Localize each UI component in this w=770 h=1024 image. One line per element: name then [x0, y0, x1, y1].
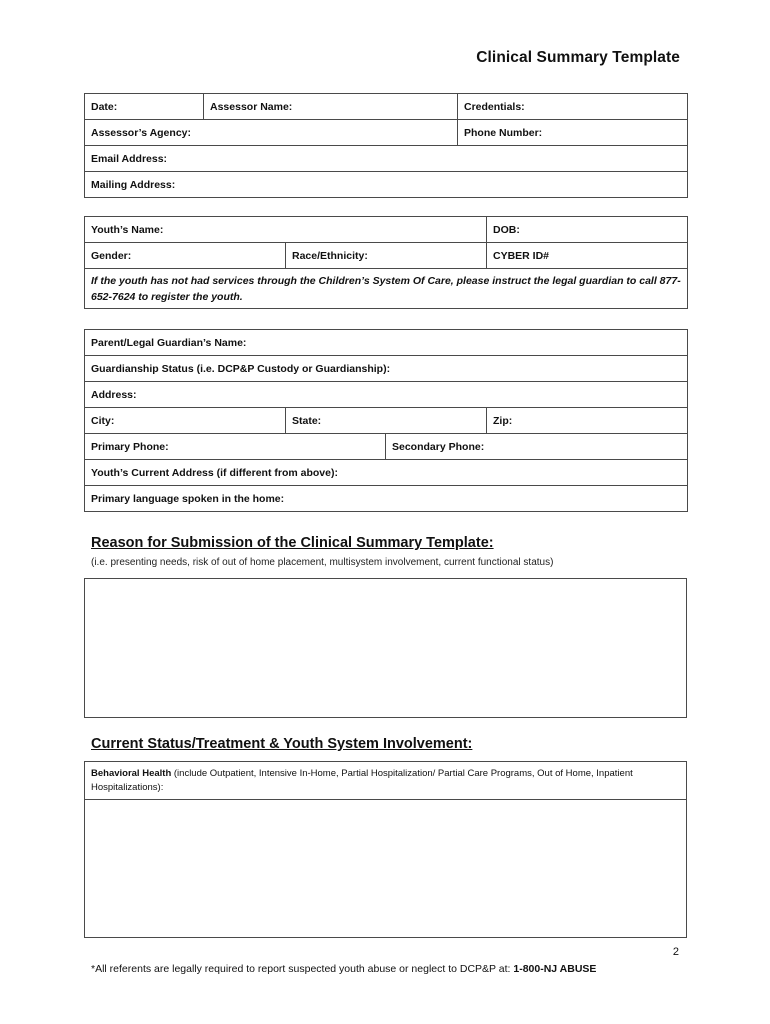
- behavioral-health-title: Behavioral Health: [91, 768, 172, 779]
- behavioral-health-detail: (include Outpatient, Intensive In-Home, Partial Hospitalization/ Partial Care Programs, Out of Home, Inpatient Hospitalizations):: [91, 768, 633, 793]
- registration-note: If the youth has not had services through the Children’s System Of Care, please instruct the legal guardian to call 877-652-7624 to register the youth.: [85, 269, 688, 309]
- zip-field[interactable]: Zip:: [487, 408, 688, 434]
- city-field[interactable]: City:: [85, 408, 286, 434]
- behavioral-health-label: [84, 761, 687, 800]
- footer-note: [91, 963, 596, 975]
- reason-textbox[interactable]: [84, 578, 687, 718]
- youth-info-table: [84, 216, 688, 309]
- guardian-name-field[interactable]: Parent/Legal Guardian’s Name:: [85, 330, 688, 356]
- credentials-field[interactable]: Credentials:: [458, 94, 688, 120]
- mailing-address-field[interactable]: Mailing Address:: [85, 172, 688, 198]
- page-number: 2: [672, 946, 679, 958]
- assessor-name-field[interactable]: Assessor Name:: [204, 94, 458, 120]
- assessor-phone-field[interactable]: Phone Number:: [458, 120, 688, 146]
- cyber-id-field[interactable]: CYBER ID#: [487, 243, 688, 269]
- assessor-agency-field[interactable]: Assessor’s Agency:: [85, 120, 458, 146]
- race-ethnicity-field[interactable]: Race/Ethnicity:: [286, 243, 487, 269]
- primary-phone-field[interactable]: Primary Phone:: [85, 434, 386, 460]
- behavioral-health-textbox[interactable]: [84, 799, 687, 938]
- reason-subtext: (i.e. presenting needs, risk of out of home placement, multisystem involvement, current functional status): [91, 557, 554, 568]
- primary-language-field[interactable]: Primary language spoken in the home:: [85, 486, 688, 512]
- state-field[interactable]: State:: [286, 408, 487, 434]
- page-title: Clinical Summary Template: [476, 49, 680, 66]
- youth-current-address-field[interactable]: Youth’s Current Address (if different from above):: [85, 460, 688, 486]
- abuse-hotline: 1-800-NJ ABUSE: [513, 963, 597, 975]
- reason-heading: Reason for Submission of the Clinical Summary Template:: [91, 535, 494, 551]
- youth-name-field[interactable]: Youth’s Name:: [85, 217, 487, 243]
- email-address-field[interactable]: Email Address:: [85, 146, 688, 172]
- dob-field[interactable]: DOB:: [487, 217, 688, 243]
- guardianship-status-field[interactable]: Guardianship Status (i.e. DCP&P Custody or Guardianship):: [85, 356, 688, 382]
- secondary-phone-field[interactable]: Secondary Phone:: [386, 434, 688, 460]
- guardian-address-field[interactable]: Address:: [85, 382, 688, 408]
- guardian-info-table: [84, 329, 688, 512]
- footer-note-text: *All referents are legally required to report suspected youth abuse or neglect to DCP&P at:: [91, 963, 514, 975]
- status-heading: Current Status/Treatment & Youth System Involvement:: [91, 736, 473, 752]
- gender-field[interactable]: Gender:: [85, 243, 286, 269]
- assessor-info-table: [84, 93, 688, 198]
- date-field[interactable]: Date:: [85, 94, 204, 120]
